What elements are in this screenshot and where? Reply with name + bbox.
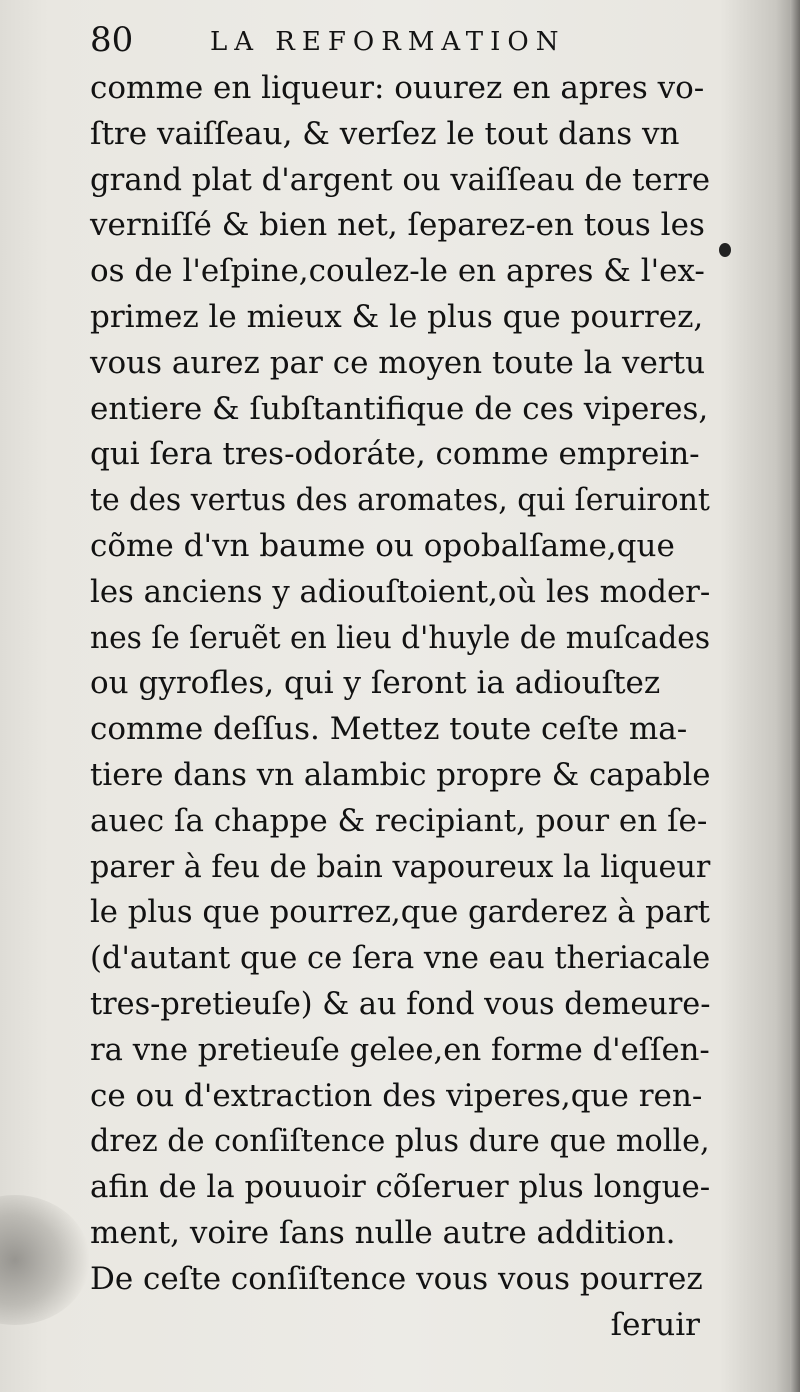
page-header [90,18,690,60]
text-line: ce ou d'extraction des viperes,que ren- [90,1077,703,1114]
text-line: ou gyrofles, qui y ſeront ia adiouſtez [90,665,661,702]
page-number: 80 [90,20,134,60]
body-text [90,66,710,1348]
text-line: comme deſſus. Mettez toute ceſte ma- [90,711,688,748]
text-line: ra vne pretieuſe gelee,en forme d'eſſen- [90,1031,710,1068]
text-line: parer à feu de bain vapoureux la liqueur [90,848,711,885]
running-title: LA REFORMATION [210,27,566,57]
text-line: ſtre vaiſſeau, & verſez le tout dans vn [90,115,680,152]
text-line: os de l'eſpine,coulez-le en apres & l'ex- [90,253,705,290]
text-line: grand plat d'argent ou vaiſſeau de terre [90,161,711,198]
text-line: entiere & ſubſtantifique de ces viperes, [90,390,709,427]
text-line: les anciens y adiouſtoient,où les moder- [90,573,711,610]
catchword: ſeruir [610,1306,700,1343]
text-line: le plus que pourrez,que garderez à part [90,894,710,931]
page-edge-shadow [790,0,800,1392]
text-line: (d'autant que ce ſera vne eau theriacale [90,940,711,977]
text-line: drez de conſiſtence plus dure que molle, [90,1123,710,1160]
text-line: vous aurez par ce moyen toute la vertu [90,344,706,381]
text-line: auec ſa chappe & recipiant, pour en ſe- [90,802,708,839]
text-line: te des vertus des aromates, qui ſeruiront [90,482,710,519]
text-line: verniſſé & bien net, ſeparez-en tous les [90,207,705,244]
text-line: tres-pretieuſe) & au fond vous demeure- [90,985,711,1022]
text-line: De ceſte conſiſtence vous vous pourrez [90,1260,703,1297]
text-line: ment, voire ſans nulle autre addition. [90,1214,676,1251]
text-line: primez le mieux & le plus que pourrez, [90,298,704,335]
paper-stain [0,1195,90,1325]
text-line: comme en liqueur: ouurez en apres vo- [90,70,705,106]
text-line: cõme d'vn baume ou opobalſame,que [90,527,675,564]
text-line: qui ſera tres-odoráte, comme emprein- [90,436,700,473]
text-line: tiere dans vn alambic propre & capable [90,756,711,793]
text-line: afin de la pouuoir cõſeruer plus longue- [90,1169,711,1206]
ink-spot [719,243,731,257]
text-line: nes ſe ſeruẽt en lieu d'huyle de muſcades [90,619,711,656]
